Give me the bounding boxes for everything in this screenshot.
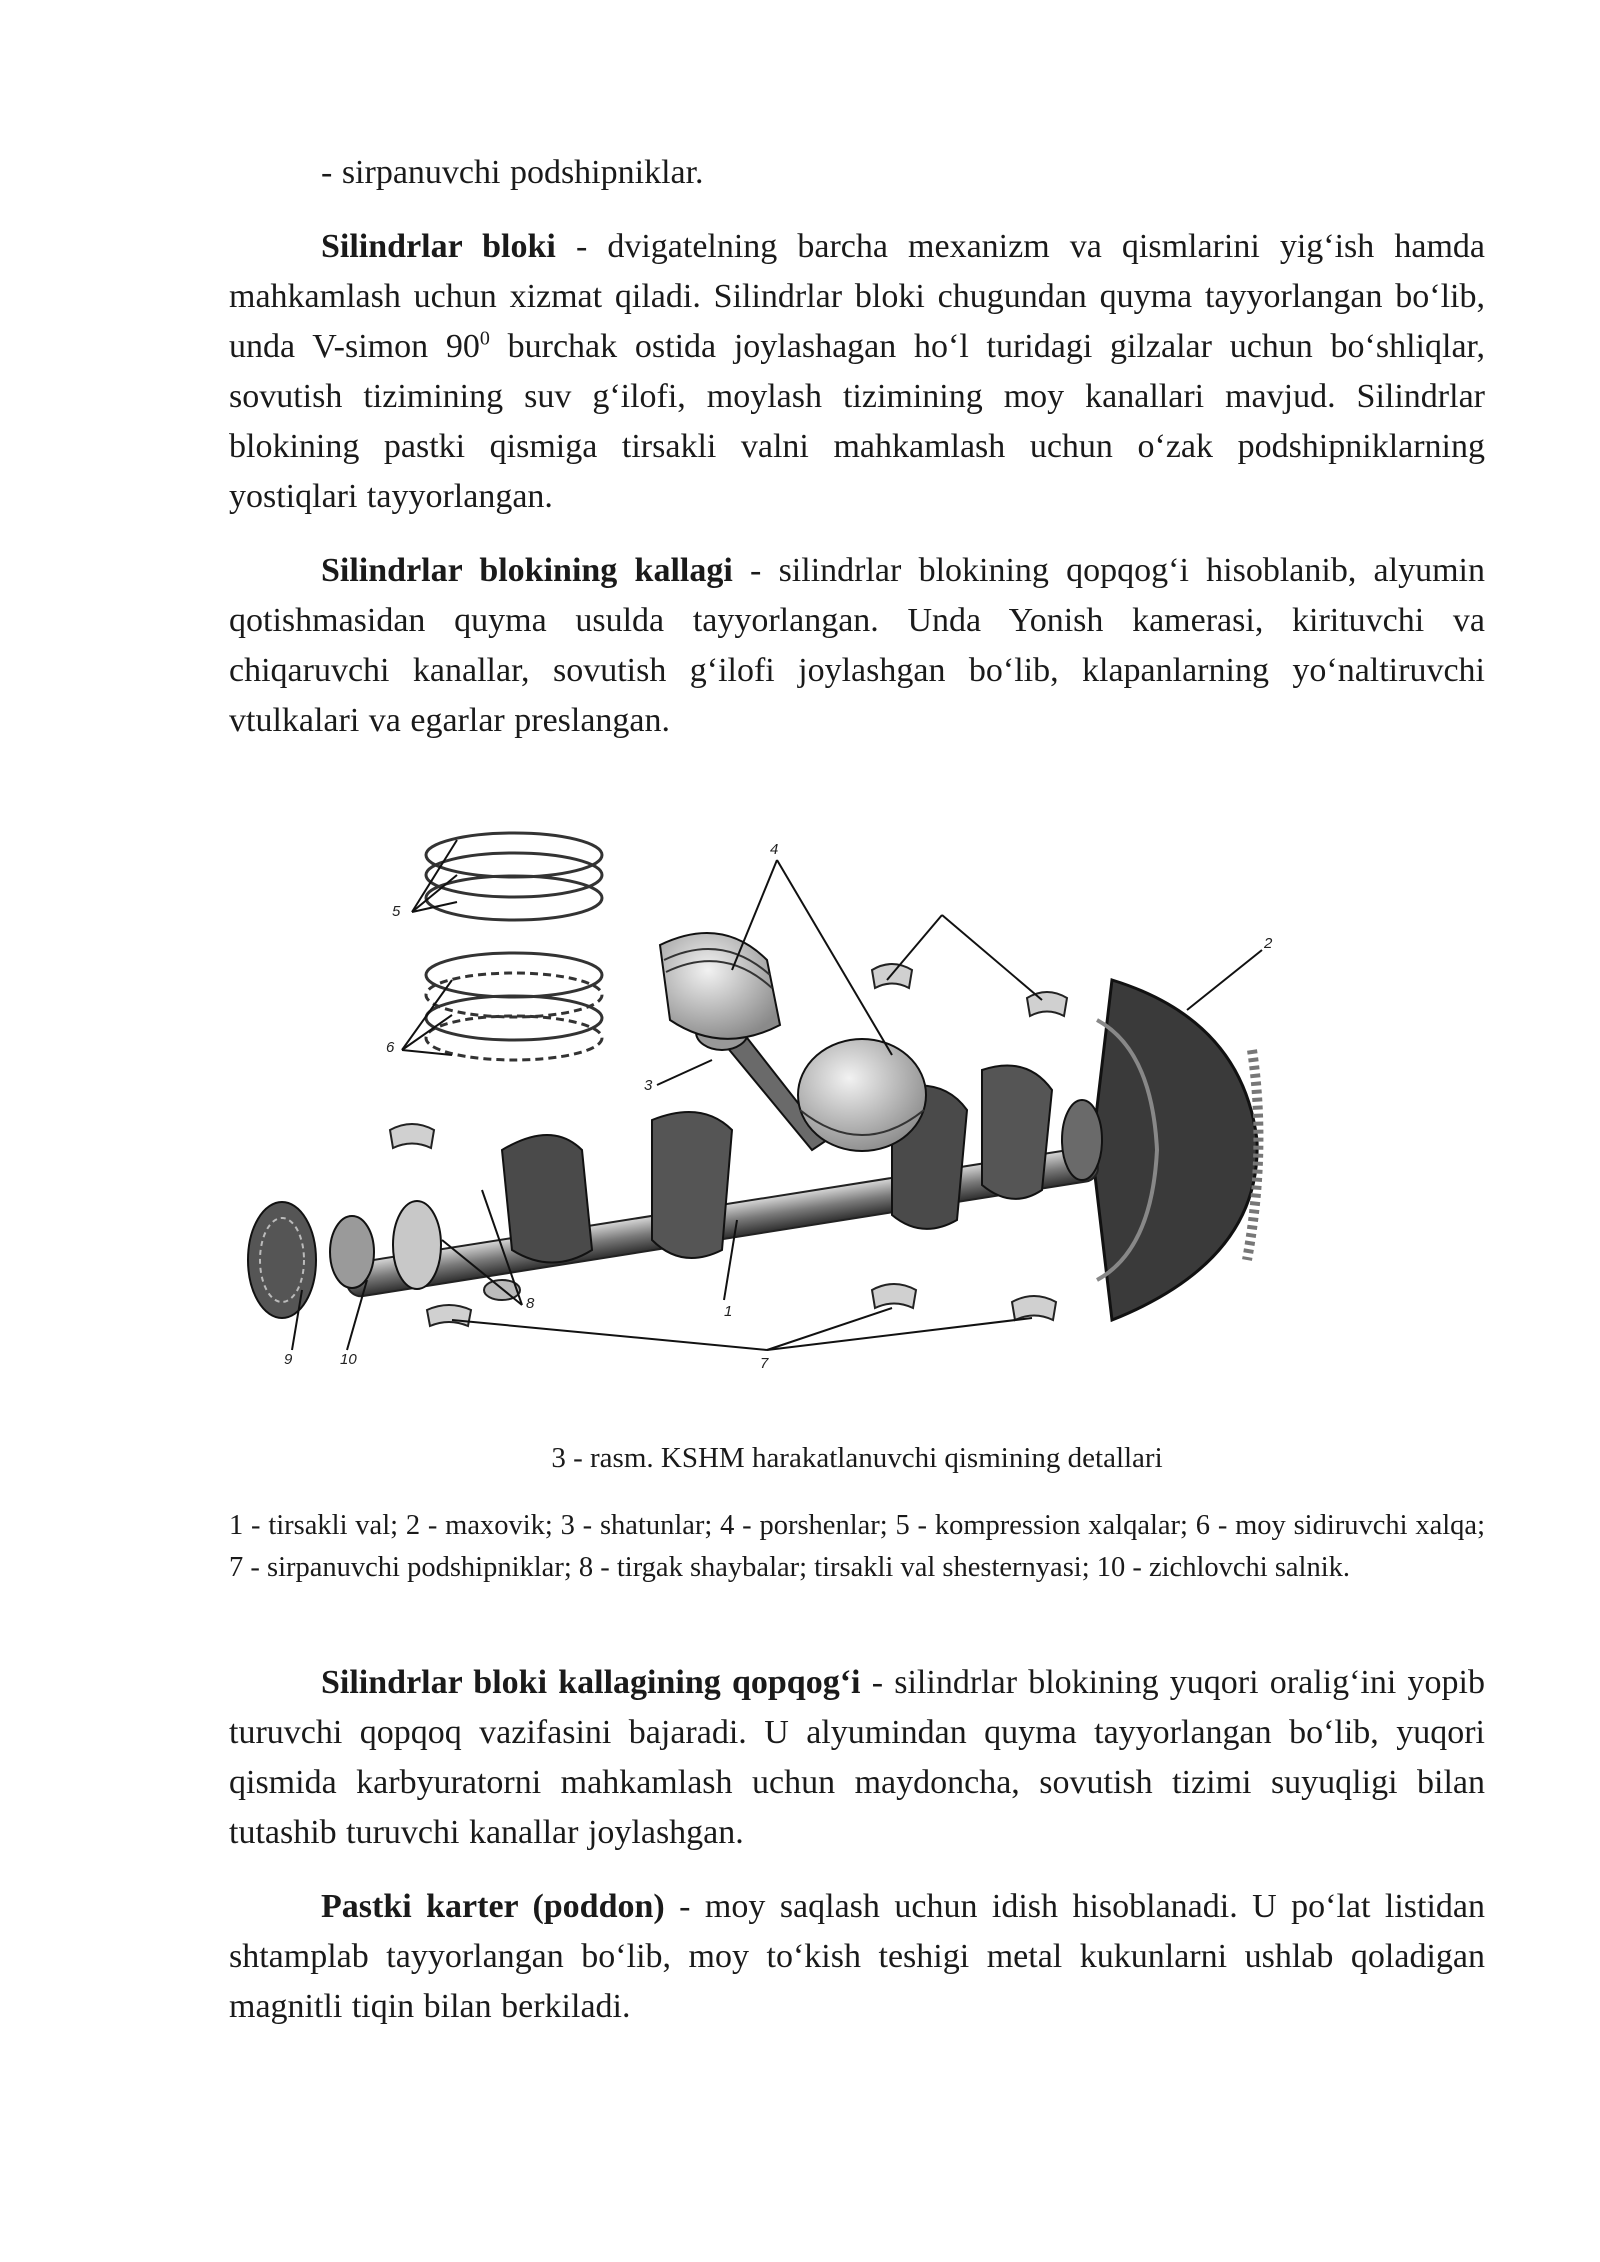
crank-mechanism-illustration (252, 820, 1273, 1400)
paragraph-kallak-qopqogi (229, 1658, 1485, 1858)
crankshaft (344, 1066, 1102, 1299)
paragraph-text: - moy saqlash uchun idish hisoblanadi. U po‘lat listidan shtamplab tayyorlangan bo‘lib, moy to‘kish teshigi metal kukunlarni ushlab qoladigan magnitli tiqin bilan berkiladi. (229, 1888, 1485, 2025)
part-label-8: 8 (526, 1295, 535, 1312)
engine-parts-figure (252, 820, 1273, 1400)
part-label-1: 1 (724, 1303, 733, 1320)
crankshaft-gear (248, 1202, 316, 1318)
paragraph-text: - silindrlar blokining qopqog‘i hisoblanib, alyumin qotishmasidan quyma usulda tayyorlangan. Unda Yonish kamerasi, kirituvchi va chiqaruvchi kanallar, sovutish g‘ilofi joylashgan bo‘lib, klapanlarning yo‘naltiruvchi vtulkalari va egarlar preslangan. (229, 552, 1485, 739)
part-label-3: 3 (644, 1077, 653, 1094)
lower-text (229, 1658, 1485, 2032)
term-silindrlar-bloki: Silindrlar bloki (321, 228, 556, 265)
paragraph-text: - dvigatelning barcha mexanizm va qismlarini yig‘ish hamda mahkamlash uchun xizmat qiladi. Silindrlar bloki chugundan quyma tayyorlangan bo‘lib, unda V-simon 90 (229, 228, 1485, 365)
paragraph-blok-kallagi (229, 546, 1485, 746)
paragraph-text: - silindrlar blokining yuqori oralig‘ini yopib turuvchi qopqoq vazifasini bajaradi. U alyumindan quyma tayyorlangan bo‘lib, yuqori qismida karbyuratorni mahkamlash uchun maydoncha, sovutish tizimi suyuqligi bilan tutashib turuvchi kanallar joylashgan. (229, 1664, 1485, 1851)
paragraph-pastki-karter (229, 1882, 1485, 2032)
part-label-5: 5 (392, 903, 401, 920)
oil-scraper-rings (426, 953, 602, 1060)
part-label-6: 6 (386, 1039, 395, 1056)
bullet-item: - sirpanuvchi podshipniklar. (321, 154, 704, 191)
part-label-9: 9 (284, 1351, 293, 1368)
part-label-4: 4 (770, 841, 779, 858)
flywheel (1092, 980, 1258, 1320)
figure-caption: 3 - rasm. KSHM harakatlanuvchi qismining detallari (551, 1442, 1163, 1474)
upper-text (229, 148, 1485, 746)
term-blok-kallagi: Silindrlar blokining kallagi (321, 552, 733, 589)
superscript: 0 (479, 327, 490, 350)
term-pastki-karter: Pastki karter (poddon) (321, 1888, 665, 1925)
term-kallak-qopqogi: Silindrlar bloki kallagining qopqog‘i (321, 1664, 861, 1701)
part-label-10: 10 (340, 1351, 357, 1368)
paragraph-text: burchak ostida joylashagan ho‘l turidagi gilzalar uchun bo‘shliqlar, sovutish tizimining suv g‘ilofi, moylash tizimining moy kanallari mavjud. Silindrlar blokining pastki qismiga tirsakli valni mahkamlash uchun o‘zak podshipniklarning yostiqlari tayyorlangan. (229, 328, 1486, 515)
paragraph-silindrlar-bloki (229, 222, 1485, 522)
figure-legend: 1 - tirsakli val; 2 - maxovik; 3 - shatunlar; 4 - porshenlar; 5 - kompression xalqalar; 6 - moy sidiruvchi xalqa; 7 - sirpanuvchi podshipniklar; 8 - tirgak shaybalar; tirsakli val shesternyasi; 10 - zichlovchi salnik. (229, 1510, 1485, 1583)
part-label-7: 7 (760, 1355, 769, 1372)
part-label-2: 2 (1264, 935, 1273, 952)
